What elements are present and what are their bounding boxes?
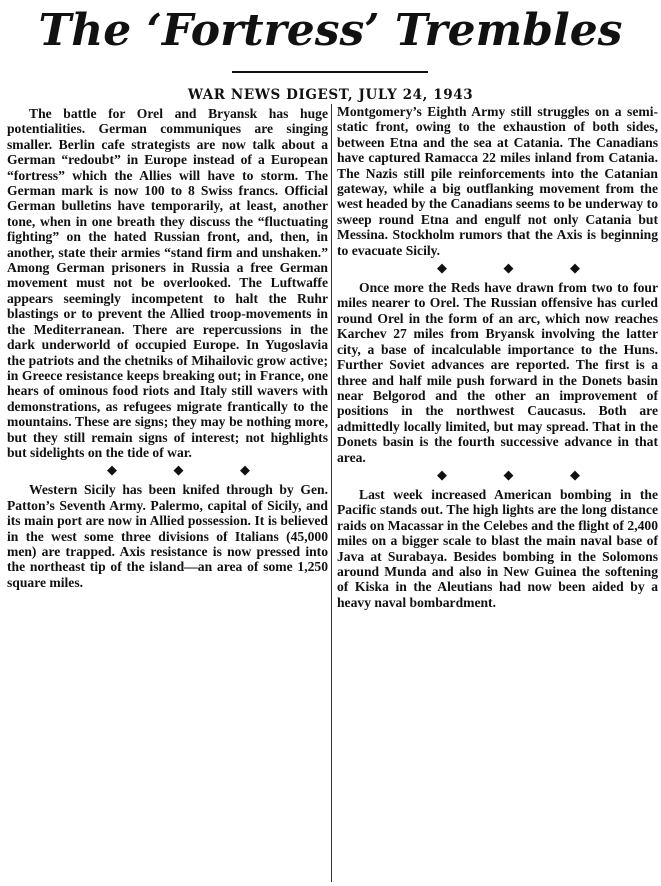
dateline: WAR NEWS DIGEST, JULY 24, 1943: [187, 87, 474, 103]
article-paragraph-eighth-army: Montgomery’s Eighth Army still struggles on a semi-static front, owing to the exhaustion of both sides, between Etna and the sea at Catania. The Canadians have captured Ramacca 22 miles inland from Catania. The Nazis still pile reinforcements into the Catanian gateway, while a big outflanking movement from the west headed by the Canadians seems to be underway to sweep round Etna and engulf not only Catania but Messina. Stockholm rumors that the Axis is beginning to evacuate Sicily.: [337, 104, 658, 258]
headline: The ‘Fortress’ Trembles: [38, 5, 623, 56]
article-paragraph-western-sicily: Western Sicily has been knifed through by Gen. Patton’s Seventh Army. Palermo, capital of Sicily, and its main port are now in Allied possession. It is believed in the west some three divisions of Italians (45,000 men) are trapped. Axis resistance is now pressed into the northeast tip of the island—an area of some 1,250 square miles.: [7, 482, 328, 590]
diamond-separator-icon: ◆ ◆ ◆: [436, 467, 607, 483]
article-paragraph-reds-orel: Once more the Reds have drawn from two to four miles nearer to Orel. The Russian offensive has curled round Orel in the form of an arc, which now reaches Karchev 27 miles from Bryansk involving the latter city, a base of incalculable importance to the Huns. Further Soviet advances are reported. The first is a three and half mile push forward in the Donets basin near Belgorod and the other an improvement of positions in the northwest Caucasus. Both are admittedly locally limited, but may spread. That in the Donets basin is the fourth successive advance in that area.: [337, 280, 658, 465]
article-paragraph-orel-bryansk: The battle for Orel and Bryansk has huge potentialities. German communiques are singing smaller. Berlin cafe strategists are now talk about a German “redoubt” in Europe instead of a European “fortress” which the Allies will have to storm. The German mark is now 100 to 8 Swiss francs. Official German bulletins have temporarily, at least, another tone, when in one breath they discuss the “fluctuating fighting” on the hated Russian front, and, then, in another, state their armies “stand firm and unshaken.” Among German prisoners in Russia a free German movement must not be overlooked. The Luftwaffe appears seemingly incompetent to halt the Ruhr blastings or to prevent the Allied troop-movements in the Mediterranean. There are repercussions in the dark underworld of occupied Europe. In Yugoslavia the patriots and the chetniks of Mihailovic grow active; in Greece resistance keeps breaking out; in France, one hears of ominous food riots and Italy still wavers with demonstrations, as refugees migrate frantically to the mountains. These are signs; they may be nothing more, but they still remain signs of interest; not highlights but sidelights on the tide of war.: [7, 106, 328, 460]
article-paragraph-pacific-bombing: Last week increased American bombing in the Pacific stands out. The high lights are the long distance raids on Macassar in the Celebes and the flight of 2,400 miles on a bigger scale to blast the main naval base of Java at Surabaya. Besides bombing in the Solomons around Munda and also in New Guinea the softening of Kiska in the Aleutians had now been aided by a heavy naval bombardment.: [337, 486, 658, 610]
diamond-separator-icon: ◆ ◆ ◆: [436, 261, 607, 277]
diamond-separator-icon: ◆ ◆ ◆: [106, 463, 277, 479]
column-divider: [331, 104, 332, 882]
headline-rule: [232, 71, 428, 73]
right-column: [337, 104, 658, 610]
left-column: [7, 106, 328, 590]
